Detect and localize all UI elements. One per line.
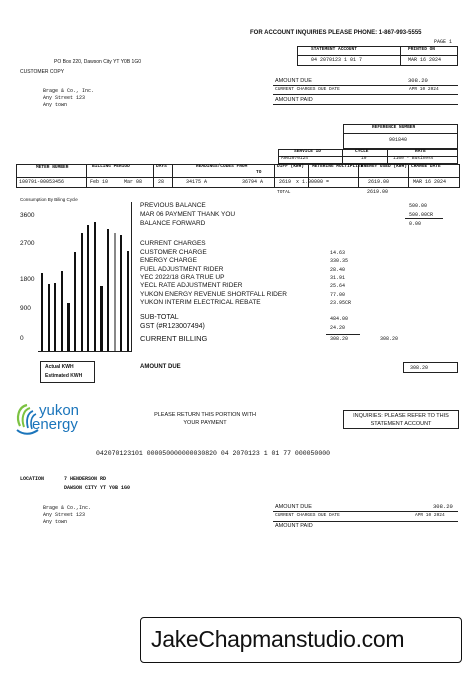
stub-charges-due-date: APR 10 2024 (415, 513, 445, 518)
return-portion-notice: PLEASE RETURN THIS PORTION WITH YOUR PAYMENT (154, 412, 256, 426)
rate-label: RATE (415, 149, 426, 154)
inquiries-phone: FOR ACCOUNT INQUIRIES PLEASE PHONE: 1-867-993-5555 (250, 30, 422, 36)
y-tick-900: 900 (20, 305, 31, 312)
subtotal-value: 484.00 (330, 316, 349, 322)
billing-period-start: Feb 10 (90, 179, 109, 185)
amount-due-summary-label: AMOUNT DUE (140, 364, 181, 370)
billing-period-header: BILLING PERIOD (92, 164, 130, 169)
current-charges-label: CURRENT CHARGES (140, 240, 206, 247)
cycle-label: CYCLE (355, 149, 369, 154)
page-number: PAGE 1 (434, 39, 453, 45)
stub-customer-town: Any town (43, 519, 68, 525)
meter-number-header: METER NUMBER (36, 165, 69, 170)
chart-bar-actual (107, 229, 109, 351)
amount-due-box (273, 77, 458, 107)
charge-item-label: ENERGY CHARGE (140, 257, 197, 265)
service-id: A002070124 (281, 156, 309, 161)
account-number: 04 2070123 1 01 7 (311, 57, 363, 63)
cycle-value: 10 (361, 156, 367, 161)
consumption-chart (38, 202, 132, 352)
reading-to: 36794 A (242, 179, 264, 185)
previous-balance-value: 500.00 (409, 203, 428, 209)
y-tick-3600: 3600 (20, 212, 35, 219)
diff-header: DIFF (KWH) (277, 164, 305, 169)
charge-date-value: MAR 16 2024 (413, 179, 447, 185)
previous-balance-label: PREVIOUS BALANCE (140, 202, 206, 209)
current-billing-total: 308.20 (380, 336, 399, 342)
charge-item-value: 330.35 (330, 258, 349, 265)
statement-account-label: STATEMENT ACCOUNT (311, 47, 357, 52)
legend-actual: Actual KWH (45, 364, 74, 370)
charge-item-label: CUSTOMER CHARGE (140, 249, 207, 256)
y-tick-0: 0 (20, 335, 24, 342)
charge-item-label: YECL RATE ADJUSTMENT RIDER (140, 282, 243, 290)
charge-item-label: YEC 2022/18 GRA TRUE UP (140, 273, 225, 281)
charge-item-label: YUKON ENERGY REVENUE SHORTFALL RIDER (140, 290, 287, 298)
payment-scanline: 042070123101 000050000000030820 04 2070123 1 01 77 000050000 (96, 450, 331, 457)
billing-period-end: Mar 08 (124, 179, 143, 185)
amount-due-label: AMOUNT DUE (275, 78, 312, 84)
chart-bar-actual (87, 225, 89, 351)
charge-item-value: 14.63 (330, 250, 346, 256)
customer-copy-label: CUSTOMER COPY (20, 69, 65, 75)
charge-item-value: 31.91 (330, 274, 346, 281)
amount-due-summary-value: 308.20 (403, 362, 458, 373)
payment-value: 500.00CR (409, 212, 434, 218)
charges-due-date: APR 10 2024 (409, 87, 439, 92)
meter-number: 100791-00053456 (19, 179, 65, 185)
charge-item-value: 23.95CR (330, 299, 352, 306)
charge-item-value: 28.40 (330, 266, 346, 273)
chart-bar-actual (48, 284, 50, 351)
stub-amount-due-box (273, 502, 458, 532)
stub-charges-due-date-label: CURRENT CHARGES DUE DATE (275, 513, 340, 518)
gst-value: 24.20 (330, 325, 346, 331)
energy-used-value: 2619.00 (368, 179, 390, 185)
statement-account-box (297, 46, 458, 66)
printed-on-date: MAR 16 2024 (408, 57, 442, 63)
subtotal-label: SUB-TOTAL (140, 314, 179, 321)
stub-customer-street: Any Street 123 (43, 512, 86, 518)
balance-forward-label: BALANCE FORWARD (140, 220, 206, 227)
diff-value: 2619 (279, 179, 292, 185)
charge-item-value: 25.64 (330, 283, 346, 290)
logo-text-energy: energy (32, 416, 78, 433)
charge-date-header: CHARGE DATE (411, 164, 441, 169)
charge-item-value: 77.00 (330, 291, 346, 298)
chart-bar-actual (54, 283, 56, 352)
chart-bar-actual (81, 233, 83, 351)
location-label: LOCATION (20, 476, 45, 482)
printed-on-label: PRINTED ON (408, 47, 436, 52)
inquiries-notice: INQUIRIES: PLEASE REFER TO THIS STATEMENT ACCOUNT (343, 410, 459, 429)
service-id-label: SERVICE ID (294, 149, 322, 154)
watermark-banner (140, 617, 462, 663)
readings-to-header: TO (256, 170, 262, 175)
gst-label: GST (#R123007494) (140, 323, 205, 330)
days-value: 28 (158, 179, 165, 185)
customer-town: Any town (43, 102, 68, 108)
location-line2: DAWSON CITY YT Y0B 1G0 (64, 485, 131, 491)
stub-amount-due-value: 308.20 (433, 503, 453, 510)
yukon-energy-logo (14, 400, 104, 440)
service-box (278, 149, 458, 164)
legend-estimated: Estimated KWH (45, 373, 83, 379)
y-tick-1800: 1800 (20, 276, 35, 283)
reference-number-label: REFERENCE NUMBER (372, 125, 416, 130)
po-box-address: PO Box 220, Dawson City YT Y0B 1G0 (54, 59, 141, 65)
energy-used-header: ENERGY USED (KWH) (361, 164, 407, 169)
amount-paid-label: AMOUNT PAID (275, 97, 313, 103)
chart-bar-actual (41, 273, 43, 351)
current-billing-value: 308.20 (330, 336, 349, 342)
chart-bar-actual (61, 271, 63, 351)
rate-value: 1160 - Business (393, 156, 434, 161)
payment-label: MAR 06 PAYMENT THANK YOU (140, 211, 236, 218)
chart-bar-actual (100, 286, 102, 351)
metering-multiplier-header: METERING MULTIPLIER (312, 164, 364, 169)
readings-from-header: READINGS/CODES FROM (196, 164, 248, 169)
watermark-text: JakeChapmanstudio.com (151, 626, 405, 652)
amount-due-value: 308.20 (408, 77, 428, 84)
chart-bar-actual (74, 252, 76, 351)
chart-bar-estimated (114, 233, 116, 351)
chart-bar-actual (67, 303, 69, 351)
total-value: 2619.00 (367, 189, 389, 195)
y-tick-2700: 2700 (20, 240, 35, 247)
stub-customer-name: Brage & Co.,Inc. (43, 505, 92, 511)
total-label: TOTAL (277, 190, 291, 195)
chart-title: Consumption By Biling Cycle (20, 197, 78, 202)
stub-amount-paid-label: AMOUNT PAID (275, 523, 313, 529)
charges-due-date-label: CURRENT CHARGES DUE DATE (275, 87, 340, 92)
location-line1: 7 HENDERSON RD (64, 476, 107, 482)
charge-item-label: YUKON INTERIM ELECTRICAL REBATE (140, 298, 261, 306)
logo-text-yukon: yukon (39, 402, 80, 419)
customer-street: Any Street 123 (43, 95, 86, 101)
customer-name: Brage & Co., Inc. (43, 88, 95, 94)
chart-legend (40, 361, 95, 383)
multiplier-value: x 1.00000 = (296, 179, 330, 185)
days-header: DAYS (156, 164, 167, 169)
balance-forward-value: 0.00 (409, 221, 422, 227)
chart-bar-actual (94, 222, 96, 351)
reading-from: 34175 A (186, 179, 208, 185)
stub-amount-due-label: AMOUNT DUE (275, 504, 312, 510)
chart-bar-actual (120, 235, 122, 351)
chart-bar-actual (127, 251, 129, 351)
reference-number-box (343, 124, 458, 149)
meter-table (16, 164, 460, 188)
charge-item-label: FUEL ADJUSTMENT RIDER (140, 265, 224, 273)
reference-number: 901840 (389, 137, 408, 143)
current-billing-label: CURRENT BILLING (140, 334, 208, 343)
